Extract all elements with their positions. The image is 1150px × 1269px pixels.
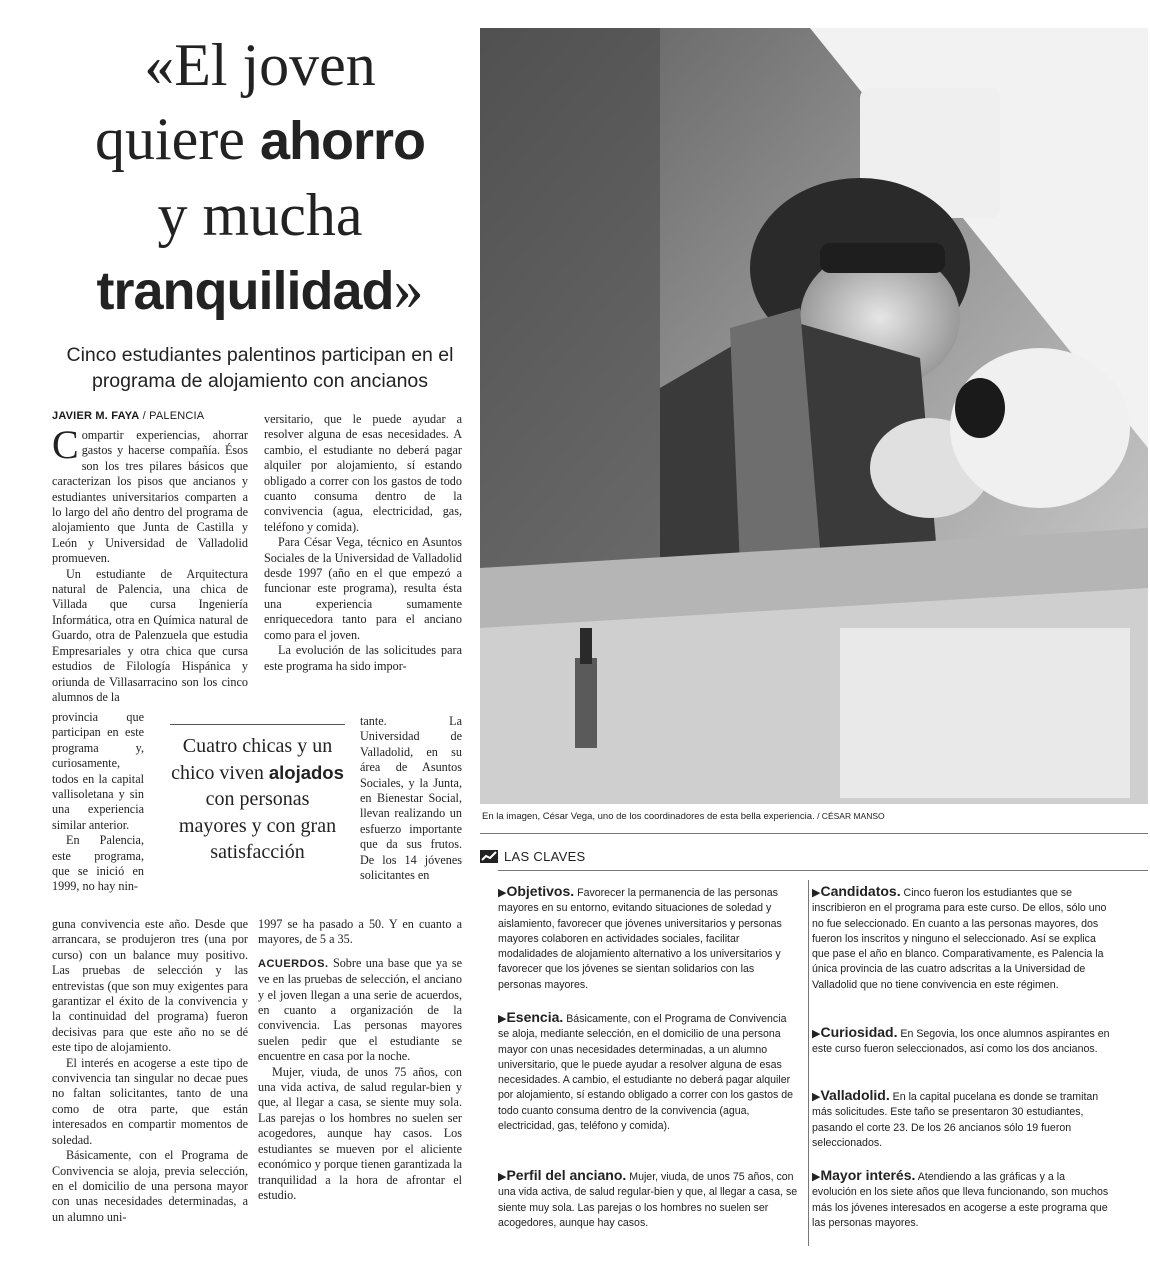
photo-credit: / CÉSAR MANSO [814,811,885,821]
claves-title: LAS CLAVES [504,849,586,864]
article-paragraph: Un estudiante de Arquitectura natural de Palencia, una chica de Villada que cursa Ingeniería Informática, otra en Química natural de Guardo, otra de Palenzuela que estudia Empresariales y otra chica que cursa estudios de Filología Hispánica y oriunda de Villasarracino son los cinco alumnos de la [52,566,248,704]
pull-quote-text: Cuatro chicas y un chico viven [171,735,333,784]
article-paragraph: tante. La Universidad de Valladolid, en su área de Asuntos Sociales, y la Junta, en Bienestar Social, llevan realizando un esfuerzo importante que da sus frutos. De los 14 jóvenes solicitantes en [360,714,462,883]
byline-place: / PALENCIA [139,410,205,422]
article-paragraph: Para César Vega, técnico en Asuntos Sociales de la Universidad de Valladolid desde 1997 (año en el que empezó a funcionar este programa), resulta ésta una experiencia sumamente enriquecedora tanto para el anciano como para el joven. [264,535,462,642]
arrow-icon: ▶ [498,1013,507,1025]
article-column-2-bottom [258,917,462,1203]
photo-caption [482,811,885,822]
clave-item [812,1088,1112,1151]
clave-keyword: Objetivos. [506,883,575,899]
arrow-icon: ▶ [498,887,507,899]
headline-line-4-bold: tranquilidad [96,261,394,321]
article-photo [480,28,1148,804]
divider [498,870,1148,871]
acuerdos-text: Sobre una base que ya se ve en las pruebas de selección, el anciano y el joven llegan a una serie de acuerdos, en cuanto a organización de la convivencia. Las personas mayores suelen pedir que el estudiante se encuentre en casa por la noche. [258,955,462,1064]
divider [480,833,1148,834]
clave-text: Favorecer la permanencia de las personas mayores en su entorno, evitando situaciones de soledad y aislamiento, favorecer que jóvenes universitarios y personas mayores colaboren en actividades sociales, facilitar modalidades de alojamiento alternativo a los universitarios y favorecer que los jóvenes se sientan solidarios con las personas mayores. [498,887,782,991]
clave-item [812,884,1112,993]
headline-line-2 [40,102,480,178]
arrow-icon: ▶ [498,1171,507,1183]
arrow-icon: ▶ [812,1091,821,1103]
clave-text: En Segovia, los once alumnos aspirantes en este curso fueron seleccionados, así como los dos ancianos. [812,1028,1110,1056]
article-column-2-top [264,412,462,674]
claves-header [480,849,586,864]
clave-text: Atendiendo a las gráficas y a la evolución en los siete años que lleva funcionando, son muchos más los jóvenes interesados en acogerse a este programa que las personas mayores. [812,1171,1109,1229]
headline-line-2-text: quiere [95,106,260,172]
photo-image [480,28,1148,804]
clave-item [812,1025,1112,1058]
clave-keyword: Esencia. [506,1009,564,1025]
clave-text: Básicamente, con el Programa de Convivencia se aloja, mediante selección, en el domicilio de una persona mayor con unas necesidades determinadas, a un alumno universitario, que le puede ayudar a resolver alguna de esas necesidades. A cambio, el estudiante no deberá pagar alquiler por alojamiento, sí estando obligado a correr con los gastos de todo cuanto consuma dentro de la convivencia (agua, electricidad, gas, teléfono y comida). [498,1013,794,1133]
article-paragraph: La evolución de las solicitudes para este programa ha sido impor- [264,643,462,673]
clave-keyword: Curiosidad. [820,1024,898,1040]
article-paragraph [52,422,248,567]
article-paragraph: El interés en acogerse a este tipo de convivencia tan singular no decae pues no faltan solicitantes, tanto de una como de otra parte, que están interesados en compartir momentos de soledad. [52,1055,248,1147]
chart-icon [480,850,498,863]
pull-quote [170,724,345,866]
headline-line-3: y mucha [157,182,363,248]
article-column-1-bottom [52,917,248,1225]
clave-item [498,1168,798,1231]
pull-quote-bold: alojados [268,761,344,783]
arrow-icon: ▶ [812,887,821,899]
clave-keyword: Candidatos. [820,883,901,899]
clave-item [498,1010,798,1134]
subheadline: Cinco estudiantes palentinos participan en el programa de alojamiento con ancianos [66,344,454,392]
article-paragraph-text: ompartir experiencias, ahorrar gastos y hacerse compañía. Ésos son los tres pilares básicos que caracterizan los pisos que ancianos y estudiantes universitarios comparten a lo largo del año dentro del programa de alojamiento que Junta de Castilla y León y Universidad de Valladolid promueven. [52,428,248,566]
photo-caption-text: En la imagen, César Vega, uno de los coordinadores de esta bella experiencia. [482,811,815,822]
arrow-icon: ▶ [812,1171,821,1183]
article-column-1-narrow [52,710,144,895]
divider [808,880,809,1246]
article-paragraph: versitario, que le puede ayudar a resolver alguna de esas necesidades. A cambio, el estudiante no deberá pagar alquiler por alojamiento, sí estando obligado a correr con los gastos de todo cuanto consuma dentro de la convivencia (agua, electricidad, gas, teléfono y comida). [264,412,462,534]
drop-cap: C [52,422,79,467]
headline-line-1: «El joven [144,32,376,98]
clave-keyword: Mayor interés. [820,1167,916,1183]
headline-line-4-text: » [393,256,424,322]
byline [52,410,204,422]
article-paragraph: 1997 se ha pasado a 50. Y en cuanto a mayores, de 5 a 35. [258,917,462,947]
headline-line-4 [40,252,480,328]
article-column-1-top [52,422,248,705]
article-paragraph: provincia que participan en este programa y, curiosamente, todos en la capital vallisoletana y sin una experiencia similar anterior. [52,710,144,832]
article-paragraph: Mujer, viuda, de unos 75 años, con una vida activa, de salud regular-bien y que, al llegar a casa, se siente muy sola. Las parejas o los hombres no suelen ser acogedores, aunque hay casos. Los estudiantes se mueven por el aliciente económico y porque tienen garantizada la tranquilidad a la hora de afrontar el estudio. [258,1064,462,1202]
clave-text: Mujer, viuda, de unos 75 años, con una vida activa, de salud regular-bien y que, al llegar a casa, se siente muy sola. Las parejas o los hombres no suelen ser acogedores, aunque hay casos. [498,1171,798,1229]
headline [40,28,480,328]
article-paragraph: En Palencia, este programa, que se inició en 1999, no hay nin- [52,833,144,894]
clave-text: Cinco fueron los estudiantes que se inscribieron en el programa para este curso. De ellos, sólo uno no fue seleccionado. En cuanto a las personas mayores, dos fueron los inscritos y ninguno el seleccionado. Así se explica que pase el año en blanco. Comparativamente, es Palencia la única provincia de las cuatro adscritas a la Universidad de Valladolid que no tiene convivencia en este régimen. [812,887,1107,991]
clave-item [812,1168,1112,1231]
article-paragraph: Básicamente, con el Programa de Convivencia se aloja, previa selección, en el domicilio de una persona mayor con unas necesidades determinadas, a un alumno uni- [52,1148,248,1224]
clave-keyword: Perfil del anciano. [506,1167,627,1183]
headline-line-2-bold: ahorro [259,111,425,171]
article-paragraph: guna convivencia este año. Desde que arrancara, se produjeron tres (una por curso) con un balance muy positivo. Las pruebas de selección y las entrevistas (que son muy exigentes para garantizar el éxito de la convivencia y la continuidad del programa) fueron decisivas para que este año no se dé este tipo de alojamiento. [52,917,248,1055]
clave-keyword: Valladolid. [820,1087,890,1103]
clave-text: En la capital pucelana es donde se tramitan más solicitudes. Este taño se presentaron 30 estudiantes, pasando el corte 23. De los 26 ancianos sólo 19 fueron seleccionados. [812,1091,1099,1149]
section-label-acuerdos: ACUERDOS. [258,957,329,970]
byline-author: JAVIER M. FAYA [52,410,140,422]
clave-item [498,884,798,993]
pull-quote-text-end: con personas mayores y con gran satisfacción [178,788,337,863]
arrow-icon: ▶ [812,1028,821,1040]
article-column-2-narrow [360,714,462,883]
article-paragraph-acuerdos [258,956,462,1065]
